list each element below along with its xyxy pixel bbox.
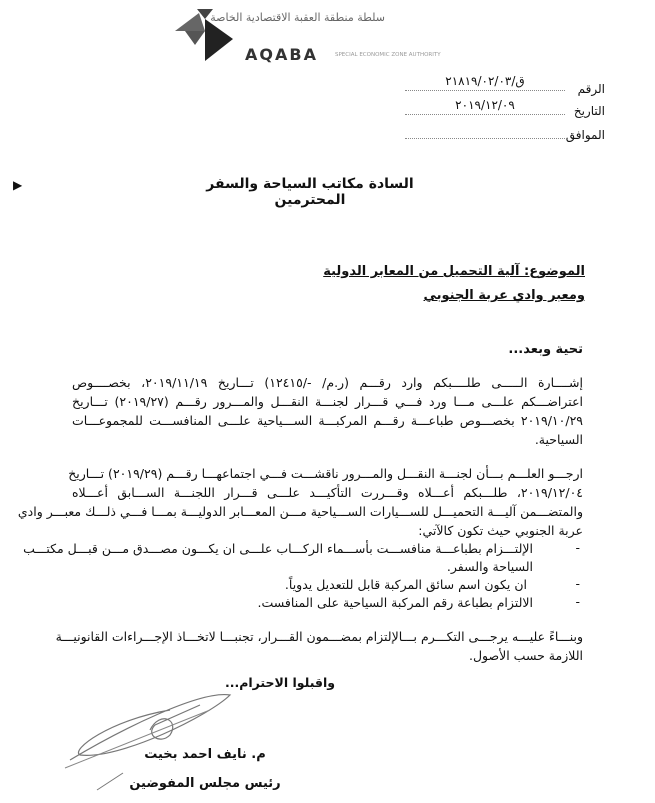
logo-english-subtitle: SPECIAL ECONOMIC ZONE AUTHORITY bbox=[335, 52, 441, 58]
subject-line-2: ومعبر وادي عربة الجنوبي bbox=[423, 288, 585, 303]
reference-number-value: ق/٢١٨١٩/٠٢/٠٣ bbox=[405, 74, 565, 91]
paragraph2-line: والمتضـــمن آليـــة التحميـــل للســـيارات الســـياحية مـــن المعـــابر الدوليـــة بمـــا فـــي ذلـــك معبـــر وادي bbox=[17, 504, 583, 519]
bullet-2: ان يكون اسم سائق المركبة قابل للتعديل يدوياً. bbox=[284, 577, 527, 592]
paragraph2-line: عربة الجنوبي حيث تكون كالآتي: bbox=[418, 523, 583, 538]
reference-number-label: الرقم bbox=[577, 82, 605, 96]
logo-arabic-text: سلطة منطقة العقبة الاقتصادية الخاصة bbox=[210, 11, 385, 24]
corresponding-value bbox=[405, 122, 565, 139]
signatory-title: رئيس مجلس المفوضين bbox=[129, 776, 281, 791]
initials-stroke bbox=[95, 770, 125, 792]
signature-drawing bbox=[60, 690, 240, 780]
logo-aqaba-text: AQABA bbox=[245, 45, 318, 64]
closing: واقبلوا الاحترام... bbox=[224, 675, 336, 690]
paragraph3-line: وبنـــاءً عليـــه يرجـــى التكـــرم بـــالإلتزام بمضـــمون القـــرار، تجنبـــا لاتخـــاذ الإجـــراءات القانونيـــة bbox=[55, 629, 583, 644]
corresponding-label: الموافق bbox=[565, 128, 605, 142]
bullet-dash: - bbox=[575, 594, 580, 609]
signatory-name: م. نايف احمد بخيت bbox=[144, 747, 266, 762]
paragraph2-line: ٢٠١٩/١٢/٠٤، طلـــبكم أعـــلاه وقـــررت التأكيـــد علـــى قـــرار اللجنـــة الســـابق أعـــلاه bbox=[72, 485, 583, 500]
paragraph1-line: إشــــارة الـــــى طلــــبكم وارد رقـــم (ر.م/ -/١٢٤١٥) تـــاريخ ٢٠١٩/١١/١٩، بخصــــوص bbox=[72, 375, 583, 390]
paragraph2-line: ارجـــو العلـــم بـــأن لجنـــة النقـــل والمـــرور ناقشـــت فـــي اجتماعهـــا رقـــم (٢٠١٩/٢٩) تـــاريخ bbox=[68, 466, 583, 481]
paragraph1-line: السياحية. bbox=[534, 432, 583, 447]
bullet-1-line-2: السياحة والسفر. bbox=[446, 559, 533, 574]
greeting: تحية وبعد... bbox=[508, 342, 583, 357]
bullet-1-line-1: الإلتـــزام بطباعـــة منافســـت بأســـماء الركـــاب علـــى ان يكـــون مصـــدق مـــن قبـــل مكتـــب bbox=[23, 541, 533, 556]
addressee: السادة مكاتب السياحة والسفر المحترمين bbox=[206, 176, 414, 208]
subject-line-1: الموضوع: آلية التحميل من المعابر الدولية bbox=[323, 264, 585, 279]
paragraph1-line: اعتراضـــكم علـــى مـــا ورد فـــي قـــرار لجنـــة النقـــل والمـــرور رقـــم (٢٠١٩/٢٧) تـــاريخ bbox=[72, 394, 583, 409]
date-value: ٢٠١٩/١٢/٠٩ bbox=[405, 98, 565, 115]
bullet-dash: - bbox=[575, 576, 580, 591]
margin-arrow-icon: ▶ bbox=[13, 178, 23, 192]
bullet-dash: - bbox=[575, 540, 580, 555]
logo bbox=[175, 5, 455, 63]
date-label: التاريخ bbox=[573, 104, 605, 118]
paragraph3-line: اللازمة حسب الأصول. bbox=[468, 648, 583, 663]
bullet-3: الالتزام بطباعة رقم المركبة السياحية على المنافست. bbox=[257, 595, 533, 610]
paragraph1-line: ٢٠١٩/١٠/٢٩ بخصـــوص طباعـــة رقـــم المركبـــة الســـياحية علـــى المنافســـت للمجموعـــات bbox=[72, 413, 583, 428]
